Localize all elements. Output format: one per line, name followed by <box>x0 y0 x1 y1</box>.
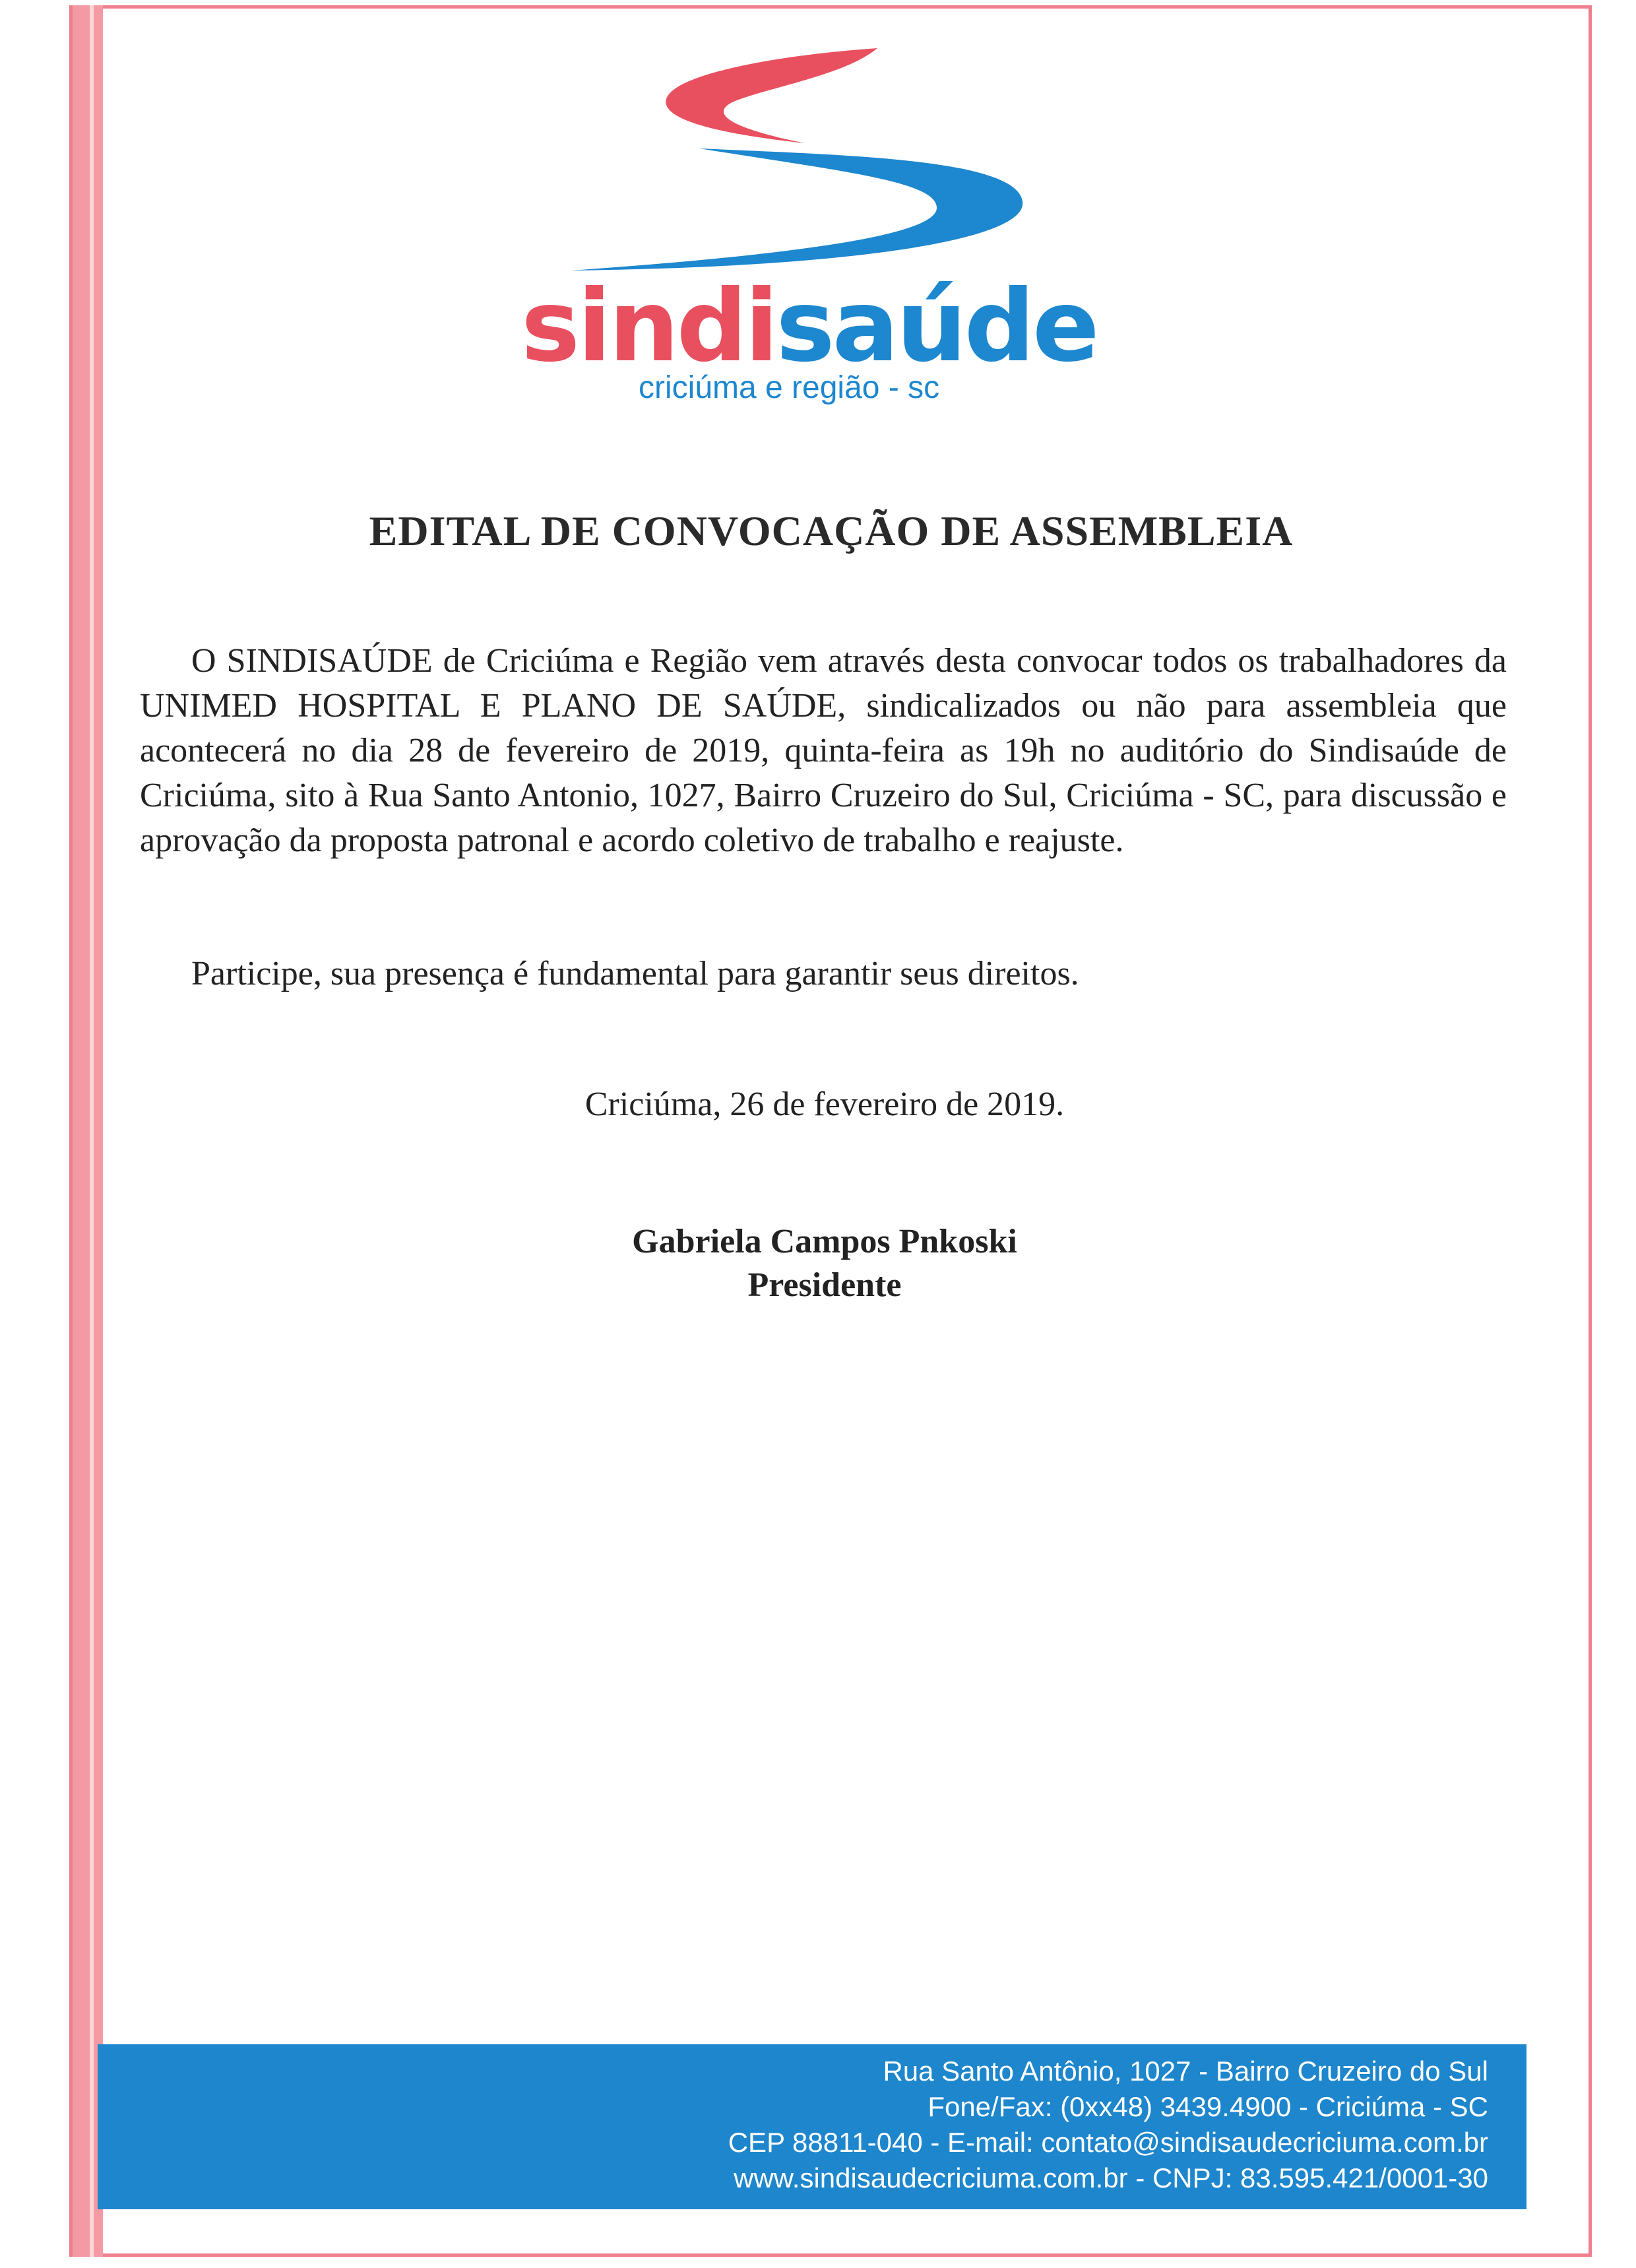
footer-website-cnpj: www.sindisaudecriciuma.com.br - CNPJ: 83.595.421/0001-30 <box>734 2162 1488 2193</box>
logo-wordmark <box>521 269 1115 384</box>
left-border-band <box>73 5 103 2257</box>
logo-word-sindi: sindi <box>521 269 776 384</box>
logo-tagline: criciúma e região - sc <box>639 370 940 405</box>
place-date: Criciúma, 26 de fevereiro de 2019. <box>584 1085 1065 1123</box>
footer-cep-email: CEP 88811-040 - E-mail: contato@sindisaudecriciuma.com.br <box>728 2127 1488 2158</box>
left-border-line <box>90 5 94 2257</box>
body-paragraph-main: O SINDISAÚDE de Criciúma e Região vem através desta convocar todos os trabalhadores da UNIMED HOSPITAL E PLANO DE SAÚDE, sindicalizados ou não para assembleia que acontecerá no dia 28 de fevereiro de 2019, quinta-feira as 19h no auditório do Sindisaúde de Criciúma, sito à Rua Santo Antonio, 1027, Bairro Cruzeiro do Sul, Criciúma - SC, para discussão e aprovação da proposta patronal e acordo coletivo de trabalho e reajuste. <box>140 642 1507 859</box>
signer-name: Gabriela Campos Pnkoski <box>632 1223 1017 1260</box>
footer-address: Rua Santo Antônio, 1027 - Bairro Cruzeiro do Sul <box>883 2056 1488 2087</box>
body-paragraph-call: Participe, sua presença é fundamental para garantir seus direitos. <box>191 955 1079 992</box>
footer-bar <box>98 2044 1526 2209</box>
footer-contact <box>728 2054 1488 2196</box>
signer-role: Presidente <box>747 1266 902 1304</box>
document-title: EDITAL DE CONVOCAÇÃO DE ASSEMBLEIA <box>369 507 1294 554</box>
footer-phone: Fone/Fax: (0xx48) 3439.4900 - Criciúma - SC <box>928 2091 1488 2122</box>
swoosh-logo-icon <box>567 36 1069 274</box>
logo-word-saude: saúde <box>776 269 1097 384</box>
